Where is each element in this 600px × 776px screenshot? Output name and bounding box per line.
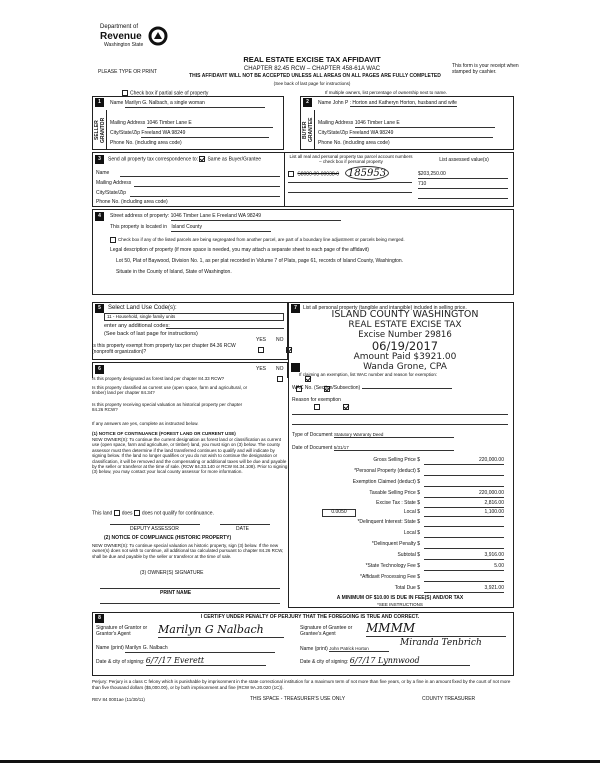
stamp-line4: 06/19/2017 <box>371 339 439 353</box>
fee-value[interactable]: 3,916.00 <box>424 553 504 560</box>
s2-mailing-value[interactable]: 1046 Timber Lane E <box>355 121 495 128</box>
s3-assessed-value2[interactable]: 710 <box>418 182 508 189</box>
s6-owner-sig: (3) OWNER(S) SIGNATURE <box>140 570 204 576</box>
s7-minimum-note: A MINIMUM OF $10.00 IS DUE IN FEE(S) AND/OR TAX <box>336 595 464 601</box>
s7-doc-date-label: Date of Document <box>292 445 333 451</box>
s6-q1: Is this property designated as forest land per chapter 84.33 RCW? <box>92 376 225 381</box>
page-title: REAL ESTATE EXCISE TAX AFFIDAVIT <box>243 55 381 64</box>
s1-phone-label: Phone No. (including area code) <box>110 140 182 146</box>
s8-form-no: REV 84 0001ae (11/30/11) <box>92 697 145 702</box>
s6-does: does <box>121 510 133 517</box>
fee-value[interactable]: 2,816.00 <box>424 501 504 508</box>
fee-label: Total Due $ <box>394 585 420 591</box>
s8-grantee-sig-label: Signature of Grantee or Grantee's Agent <box>300 625 353 637</box>
fee-value[interactable] <box>424 531 504 538</box>
fee-label: Local $ <box>403 530 420 536</box>
s7-see-instructions: *SEE INSTRUCTIONS <box>377 602 423 607</box>
s6-no: NO <box>276 366 284 372</box>
partial-sale-label: Check box if partial sale of property <box>130 90 209 97</box>
s5-see-back: (See back of last page for instructions) <box>104 331 198 337</box>
fee-value[interactable]: 3,921.00 <box>424 586 504 593</box>
section-2-number: 2 <box>303 98 312 107</box>
s6-yes: YES <box>256 366 267 372</box>
stamp-line6: Wanda Grone, CPA <box>363 362 447 372</box>
s6-this-land: This land <box>92 510 113 517</box>
fee-label: Exemption Claimed (deduct) $ <box>352 479 420 485</box>
stamp-line5: Amount Paid $3921.00 <box>353 352 457 362</box>
section-7b-number <box>291 363 300 372</box>
s4-street-value[interactable]: 1046 Timber Lane E Freeland WA 98249 <box>171 214 341 221</box>
fee-value[interactable] <box>424 575 504 582</box>
s3-city-label: City/State/Zip <box>96 190 127 196</box>
s4-segregated-checkbox[interactable] <box>110 237 116 243</box>
s4-street-label: Street address of property: <box>110 213 170 219</box>
s2-name-label: Name <box>318 100 332 106</box>
s8-grantee-date-label: Date & city of signing: <box>300 659 349 665</box>
s8-grantee-name[interactable]: John Patrick Horton <box>329 646 389 652</box>
s3-parcel-header: List all real and personal property tax parcel account numbers – check box if personal property <box>289 154 413 165</box>
dept-line1: Department of <box>100 24 139 30</box>
s2-mailing-label: Mailing Address <box>318 120 354 126</box>
s6-does-not: does not qualify for continuance. <box>141 510 214 517</box>
s8-grantor-date[interactable]: 6/7/17 Everett <box>146 656 266 666</box>
s6-continuance-title: (1) NOTICE OF CONTINUANCE (FOREST LAND OR CURRENT USE) <box>92 431 236 436</box>
s3-name-label: Name <box>96 170 110 176</box>
s2-name-value[interactable]: John P <box>332 100 349 106</box>
fee-label: *Personal Property (deduct) $ <box>354 468 420 474</box>
s8-grantor-name-label: Name (print) <box>96 645 124 651</box>
fee-label: Excise Tax : State $ <box>376 500 420 506</box>
s6-q3: Is this property receiving special valuation as historical property per chapter 84.26 RCW? <box>92 402 243 413</box>
s1-mailing-value[interactable]: 1046 Timber Lane E <box>147 121 273 128</box>
s1-name-value[interactable]: Marilyn G. Nalbach, a single woman <box>125 101 265 108</box>
fee-label: *State Technology Fee $ <box>365 563 420 569</box>
s7-list-label: List all personal property (tangible and intangible) included in selling price. <box>303 305 467 311</box>
chapter-line: CHAPTER 82.45 RCW – CHAPTER 458-61A WAC <box>243 66 381 72</box>
fee-value[interactable] <box>424 542 504 549</box>
s4-located-label: This property is located in <box>110 224 167 230</box>
s8-grantor-name[interactable]: Marilyn G. Nalbach <box>125 646 275 653</box>
section-7-number: 7 <box>291 304 300 313</box>
receipt-note: This form is your receipt when stamped by cashier. <box>452 63 519 75</box>
fee-value[interactable]: 5.00 <box>424 564 504 571</box>
s1-mailing-label: Mailing Address <box>110 120 146 126</box>
s3-same-label: Same as Buyer/Grantee <box>207 156 262 163</box>
s2-name-value2[interactable]: : Horton and Katheryn Horton, husband and wife <box>349 100 457 106</box>
s3-parcel-value[interactable]: S8080-00-00038-0 <box>297 171 340 178</box>
s8-perjury: Perjury: Perjury is a class C felony which is punishable by imprisonment in the state correctional institution for a maximum term of not more than five years, or by a fine in an amount fixed by the court of not more than five thousand dollars ($5,000.00), or by both imprisonment and fine (RCW 9A.20.020 (1C)). <box>92 679 511 690</box>
fee-value[interactable] <box>424 480 504 487</box>
s4-legal-line1[interactable]: Lot 50, Plat of Baywood, Division No. 1, as per plat recorded in Volume 7 of Plats, page 61, records of Island County, Washington. <box>116 258 404 264</box>
s3-assessed-header: List assessed value(s) <box>439 157 489 163</box>
section-1-number: 1 <box>95 98 104 107</box>
s7-doc-date-value[interactable]: 5/31/17 <box>334 445 454 451</box>
fee-value[interactable] <box>424 469 504 476</box>
department-logo <box>98 22 170 62</box>
s6-deputy: DEPUTY ASSESSOR <box>130 526 179 532</box>
s8-county-treasurer: COUNTY TREASURER <box>422 696 476 702</box>
bottom-rule <box>0 760 600 763</box>
s6-answer-note: If any answers are yes, complete as instructed below. <box>92 421 199 426</box>
revenue-logo-icon <box>148 26 168 46</box>
s6-historic-title: (2) NOTICE OF COMPLIANCE (HISTORIC PROPERTY) <box>104 535 232 541</box>
s7-wac-label: WAC No. (Section/Subsection) <box>292 385 361 391</box>
excise-stamp <box>300 310 510 372</box>
s8-grantee-name-label: Name (print) <box>300 646 328 652</box>
seller-grantor-label: SELLER GRANTOR <box>94 117 106 143</box>
local-rate-box[interactable]: 0.0050 <box>322 509 356 517</box>
s8-grantor-sig-label: Signature of Grantor or Grantor's Agent <box>96 625 148 637</box>
s8-grantor-sig[interactable]: Marilyn G Nalbach <box>158 624 284 638</box>
s5-land-use-label: Select Land Use Code(s): <box>108 305 177 311</box>
fee-value[interactable] <box>424 520 504 527</box>
s7-reason-label: Reason for exemption <box>292 397 341 403</box>
s8-grantee-date[interactable]: 6/7/17 Lynnwood <box>350 656 470 666</box>
stamp-line1: ISLAND COUNTY WASHINGTON <box>331 309 479 320</box>
s8-grantor-date-label: Date & city of signing: <box>96 659 145 665</box>
s1-name-label: Name <box>110 100 124 106</box>
s6-continuance-text: NEW OWNER(S): To continue the current designation as forest land or classification as current use (open space, farm and agriculture, or timber) land, you must sign on (3) below. The county assessor must then determine if the land transferred continues to qualify and will indicate by signing below. If the land no longer qualifies or you do not wish to continue the designation or classification, it will be removed and the compensating or additional taxes will be due and payable by the seller or transferor at the time of sale. (RCW 84.33.140 or RCW 84.34.108). Prior to signing (3) below, you may contact your local county assessor for more information. <box>92 437 288 475</box>
s3-personal-checkbox[interactable] <box>288 171 294 177</box>
s3-mailing-label: Mailing Address <box>96 180 132 186</box>
s3-same-checkbox[interactable] <box>199 156 205 162</box>
s8-certify: I CERTIFY UNDER PENALTY OF PERJURY THAT THE FOREGOING IS TRUE AND CORRECT. <box>200 614 420 620</box>
section-6-number: 6 <box>95 365 104 374</box>
fee-label: *Delinquent Interest: State $ <box>357 519 420 525</box>
s6-date: DATE <box>236 526 249 532</box>
s3-phone-label: Phone No. (including area code) <box>96 199 168 205</box>
s4-legal-line2[interactable]: Situate in the County of Island, State of Washington. <box>116 269 232 275</box>
section-8-number: 8 <box>95 614 104 623</box>
stamp-line3: Excise Number 29816 <box>358 330 452 340</box>
s3-assessed-value1[interactable]: $203,250.00 <box>418 172 508 179</box>
s5-exempt-yes-checkbox[interactable] <box>258 347 264 353</box>
s4-segregated-note: Check box if any of the listed parcels are being segregated from another parcel, are part of a boundary line adjustment or parcels being merged. <box>118 237 405 243</box>
s7-claiming-label: If claiming an exemption, list WAC number and reason for exemption: <box>299 372 438 377</box>
s4-located-value[interactable]: Island County <box>171 225 271 232</box>
fee-label: Subtotal $ <box>397 552 420 558</box>
fee-value[interactable]: 1,100.00 <box>424 510 504 517</box>
multiple-owners-note: If multiple owners, list percentage of ownership next to name. <box>325 90 448 95</box>
stamp-line2: REAL ESTATE EXCISE TAX <box>348 320 462 330</box>
warning-line: THIS AFFIDAVIT WILL NOT BE ACCEPTED UNLESS ALL AREAS ON ALL PAGES ARE FULLY COMPLETED <box>189 73 441 79</box>
s8-treasurer-use: THIS SPACE - TREASURER'S USE ONLY <box>250 696 346 702</box>
s1-city-value[interactable]: Freeland WA 98249 <box>141 131 269 138</box>
fee-label: Gross Selling Price $ <box>373 457 420 463</box>
s2-city-label: City/State/Zip <box>318 130 349 136</box>
s5-no: NO <box>276 337 284 343</box>
please-type: PLEASE TYPE OR PRINT <box>98 69 158 75</box>
s6-historic-text: NEW OWNER(S): To continue special valuation as historic property, sign (3) below. If the new owner(s) does not wish to continue, all additional tax calculated pursuant to chapter 84.26 RCW, shall be due and payable by the seller or transferor at the time of sale. <box>92 543 284 559</box>
s5-exempt-q: Is this property exempt from property tax per chapter 84.36 RCW (nonprofit organization)? <box>92 343 236 355</box>
section-4-number: 4 <box>95 212 104 221</box>
s7-doc-type-label: Type of Document <box>292 432 333 438</box>
see-back-line: (See back of last page for instructions) <box>273 81 351 86</box>
s6-does-checkbox[interactable] <box>114 510 120 516</box>
s7-doc-type-value[interactable]: Statutory Warranty Deed <box>334 432 454 438</box>
s5-additional-label: enter any additional codes: <box>104 323 170 329</box>
s6-print-name: PRINT NAME <box>160 590 192 596</box>
fee-value[interactable]: 220,000.00 <box>424 491 504 498</box>
s6-does-not-checkbox[interactable] <box>134 510 140 516</box>
s1-city-label: City/State/Zip <box>110 130 141 136</box>
fee-label: Local $ <box>403 509 420 515</box>
fee-label: *Affidavit Processing Fee $ <box>360 574 420 580</box>
s8-grantee-sig[interactable]: MMMM <box>366 622 506 637</box>
s6-q1-yes-checkbox[interactable] <box>277 376 283 382</box>
dept-line3: Washington State <box>104 42 144 48</box>
s2-city-value[interactable]: Freeland WA 98249 <box>349 131 493 138</box>
s3-parcel-handwritten: 185953 <box>345 166 389 180</box>
buyer-grantee-label: BUYER GRANTEE <box>302 117 314 143</box>
dept-line2: Revenue <box>100 31 142 42</box>
fee-value[interactable]: 220,000.00 <box>424 458 504 465</box>
fee-label: Taxable Selling Price $ <box>369 490 420 496</box>
s2-phone-label: Phone No. (including area code) <box>318 140 390 146</box>
s5-land-use-value[interactable]: 11 - Household, single family units <box>104 313 284 321</box>
fee-label: *Delinquent Penalty $ <box>371 541 420 547</box>
s8-grantee-name-hand[interactable]: Miranda Tenbrich <box>400 638 482 648</box>
s5-yes: YES <box>256 337 267 343</box>
s6-q2: Is this property classified as current use (open space, farm and agricultural, or timber) land per chapter 84.34? <box>92 385 248 396</box>
s3-send-label: Send all property tax correspondence to: <box>108 156 199 163</box>
s4-legal-label: Legal description of property (if more space is needed, you may attach a separate sheet to each page of the affidavit) <box>110 247 369 253</box>
section-3-number: 3 <box>95 155 104 164</box>
section-5-number: 5 <box>95 304 104 313</box>
